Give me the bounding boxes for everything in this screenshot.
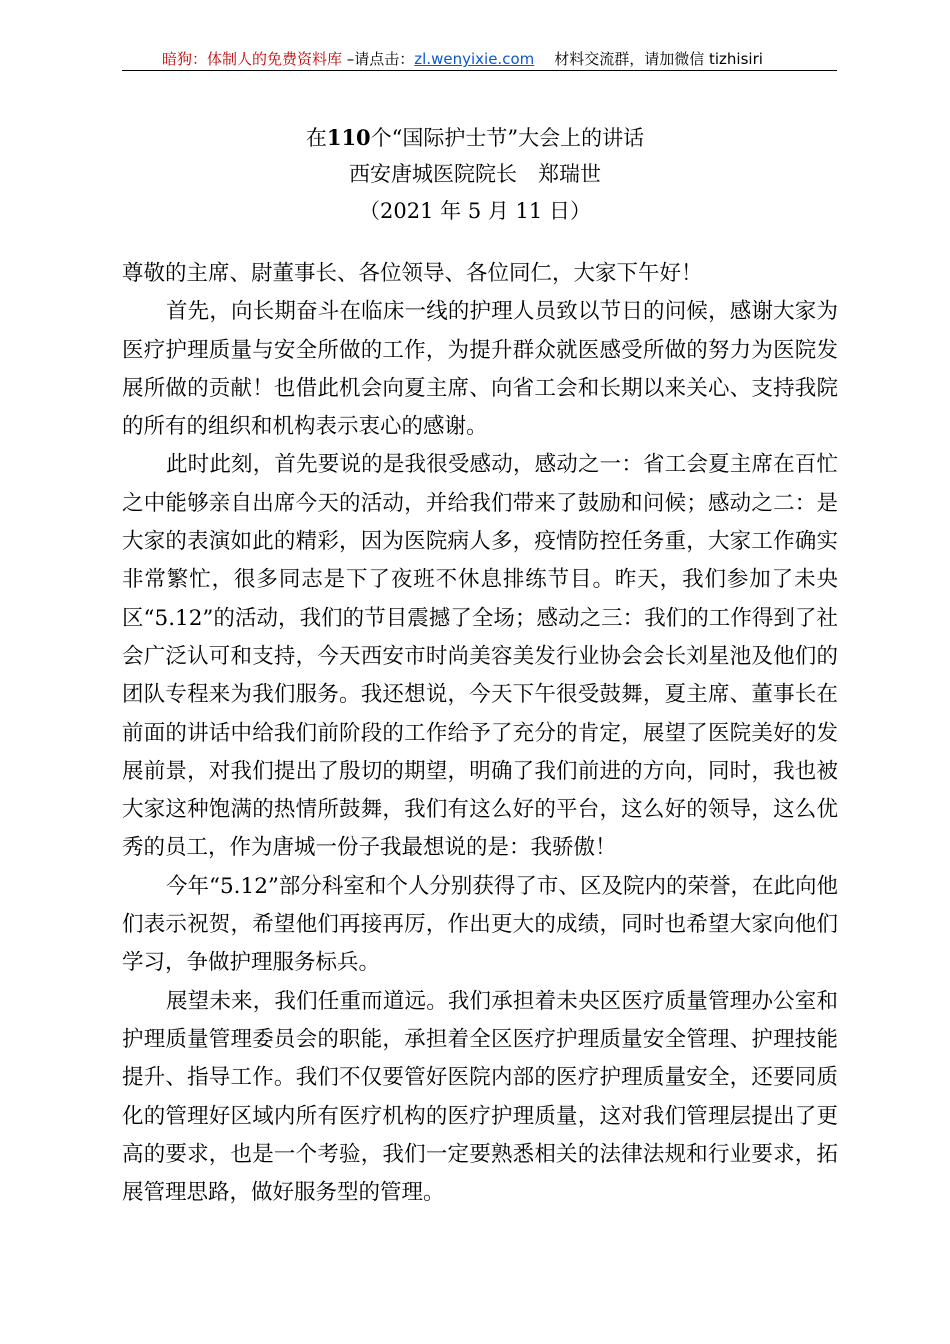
paragraph-3: 今年“5.12”部分科室和个人分别获得了市、区及院内的荣誉，在此向他们表示祝贺，希望他们再接再厉，作出更大的成绩，同时也希望大家向他们学习，争做护理服务标兵。 bbox=[122, 873, 838, 976]
paragraph-1: 首先，向长期奋斗在临床一线的护理人员致以节日的问候，感谢大家为医疗护理质量与安全所做的工作，为提升群众就医感受所做的努力为医院发展所做的贡献！也借此机会向夏主席、向省工会和长期以来关心、支持我院的所有的组织和机构表示衷心的感谢。 bbox=[122, 299, 838, 440]
speaker-line: 西安唐城医院院长 郑瑞世 bbox=[349, 162, 601, 186]
page-header bbox=[122, 46, 837, 71]
page-title bbox=[0, 119, 950, 156]
date-line: （2021 年 5 月 11 日） bbox=[359, 199, 591, 223]
paragraph-4: 展望未来，我们任重而道远。我们承担着未央区医疗质量管理办公室和护理质量管理委员会的职能，承担着全区医疗护理质量安全管理、护理技能提升、指导工作。我们不仅要管好医院内部的医疗护理质量安全，还要同质化的管理好区域内所有医疗机构的医疗护理质量，这对我们管理层提出了更高的要求，也是一个考验，我们一定要熟悉相关的法律法规和行业要求，拓展管理思路，做好服务型的管理。 bbox=[122, 988, 838, 1206]
title-number: 110 bbox=[326, 125, 371, 150]
header-link[interactable]: zl.wenyixie.com bbox=[414, 50, 535, 68]
header-wechat-note: 材料交流群，请加微信 tizhisiri bbox=[554, 50, 763, 68]
header-brand: 暗狗：体制人的免费资料库 bbox=[162, 50, 343, 68]
title-block bbox=[0, 119, 950, 230]
speech-body bbox=[122, 255, 838, 1212]
title-rest: 个“国际护士节”大会上的讲话 bbox=[370, 126, 645, 150]
header-prompt: –请点击： bbox=[342, 50, 415, 68]
greeting: 尊敬的主席、尉董事长、各位领导、各位同仁，大家下午好！ bbox=[122, 261, 703, 286]
title-prefix: 在 bbox=[305, 126, 327, 150]
paragraph-2: 此时此刻，首先要说的是我很受感动，感动之一：省工会夏主席在百忙之中能够亲自出席今天的活动，并给我们带来了鼓励和问候；感动之二：是大家的表演如此的精彩，因为医院病人多，疫情防控任务重，大家工作确实非常繁忙，很多同志是下了夜班不休息排练节目。昨天，我们参加了未央区“5.12”的活动，我们的节目震撼了全场；感动之三：我们的工作得到了社会广泛认可和支持，今天西安市时尚美容美发行业协会会长刘星池及他们的团队专程来为我们服务。我还想说，今天下午很受鼓舞，夏主席、董事长在前面的讲话中给我们前阶段的工作给予了充分的肯定，展望了医院美好的发展前景，对我们提出了殷切的期望，明确了我们前进的方向，同时，我也被大家这种饱满的热情所鼓舞，我们有这么好的平台，这么好的领导，这么优秀的员工，作为唐城一份子我最想说的是：我骄傲！ bbox=[122, 452, 838, 861]
